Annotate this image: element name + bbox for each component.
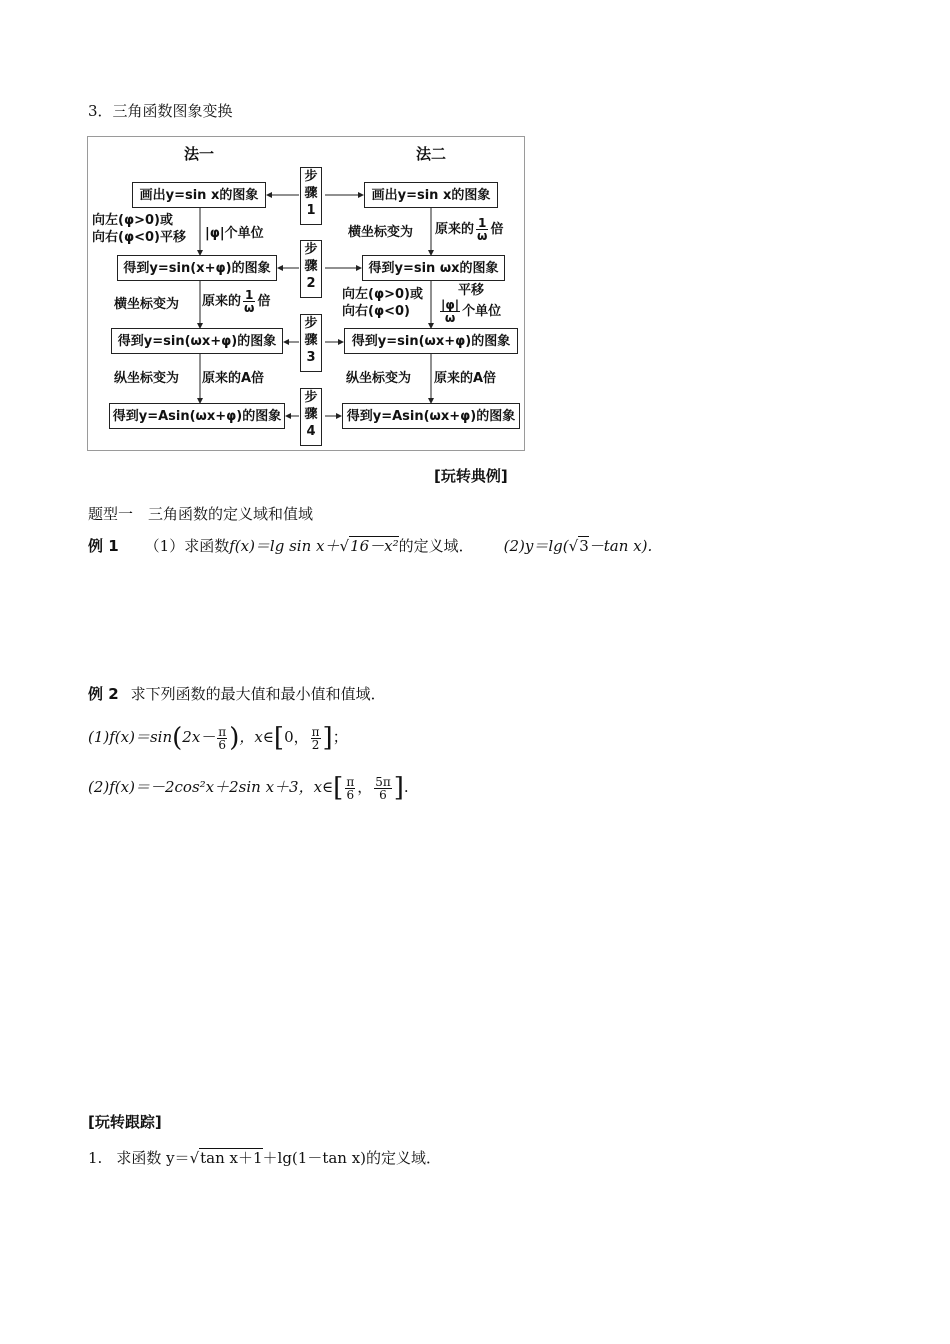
left-box-1: 画出y=sin x的图象 bbox=[132, 182, 266, 208]
method1-heading: 法一 bbox=[184, 145, 215, 163]
pi-over-6: $\frac{\pi}{6}$ bbox=[218, 724, 227, 752]
example1-part1-post: 的定义域． bbox=[398, 537, 474, 555]
left-shift-b: 向右(φ<0)平移 bbox=[92, 230, 186, 245]
left-scale-x-c: 倍 bbox=[257, 294, 271, 309]
right-shift-b: 向右(φ<0) bbox=[342, 304, 410, 319]
right-shift-c: 平移 bbox=[458, 283, 485, 298]
right-scale-y-a: 纵坐标变为 bbox=[346, 371, 412, 386]
left-scale-y-b: 原来的A倍 bbox=[202, 371, 265, 386]
tracking-heading: [玩转跟踪] bbox=[88, 1113, 162, 1131]
q2-pi-over-6: $\frac{\pi}{6}$ bbox=[346, 774, 355, 802]
phi-over-omega: $\frac{|\varphi|}{\omega}$ bbox=[441, 298, 460, 325]
step-3: 步 骤 3 bbox=[300, 314, 322, 372]
example2-line bbox=[88, 684, 386, 704]
example2-q1-pre: (1)f(x)＝sin bbox=[88, 728, 173, 746]
q2-5pi-over-6: $\frac{5\pi}{6}$ bbox=[375, 774, 391, 802]
right-shift-amount-text: 个单位 bbox=[462, 304, 502, 319]
right-fraction: $\frac{1}{\omega}$ bbox=[477, 216, 488, 243]
example2-q1-end: ； bbox=[332, 728, 348, 746]
example2-q2: (2)f(x)＝－2cos²x＋2sin x＋3，x∈[ $\frac{\pi}{6}$ ， $\frac{5\pi}{6}$ ]. bbox=[88, 773, 409, 803]
right-box-4: 得到y=Asin(ωx+φ)的图象 bbox=[342, 403, 520, 429]
left-fraction: $\frac{1}{\omega}$ bbox=[244, 288, 255, 315]
right-shift-a: 向左(φ>0)或 bbox=[342, 287, 423, 302]
method2-heading: 法二 bbox=[416, 145, 447, 163]
right-scale-y-b: 原来的A倍 bbox=[434, 371, 497, 386]
tracking-1-number: 1. bbox=[88, 1149, 103, 1167]
example1-part2-pre: (2)y＝lg( bbox=[503, 537, 569, 555]
tracking-1-post: ＋lg(1－tan x)的定义域． bbox=[262, 1149, 442, 1167]
left-shift-a: 向左(φ>0)或 bbox=[92, 213, 173, 228]
tracking-1-pre: 求函数 y＝ bbox=[116, 1149, 190, 1167]
left-box-2: 得到y=sin(x+φ)的图象 bbox=[117, 255, 277, 281]
type1-title: 题型一 三角函数的定义域和值域 bbox=[88, 505, 314, 523]
example2-label: 例 2 bbox=[88, 685, 119, 703]
example1-part1-pre: （1）求函数 bbox=[144, 537, 230, 555]
left-scale-x-b: 原来的 bbox=[202, 294, 242, 309]
examples-heading: [玩转典例] bbox=[434, 467, 508, 485]
right-scale-x-c: 倍 bbox=[490, 222, 504, 237]
right-box-2: 得到y=sin ωx的图象 bbox=[362, 255, 505, 281]
interval-start: 0 bbox=[284, 728, 294, 746]
example1-label: 例 1 bbox=[88, 537, 119, 555]
pi-over-2: $\frac{\pi}{2}$ bbox=[311, 724, 320, 752]
example2-q2-end: . bbox=[403, 778, 409, 796]
transformation-diagram bbox=[87, 136, 525, 451]
example2-q1-inner: 2x－ bbox=[182, 728, 216, 746]
example1-function: f(x)＝lg sin x＋ bbox=[229, 537, 340, 555]
right-box-3: 得到y=sin(ωx+φ)的图象 bbox=[344, 328, 518, 354]
tracking-1-sqrt: tan x＋1 bbox=[200, 1149, 263, 1167]
example2-text: 求下列函数的最大值和最小值和值域． bbox=[130, 685, 386, 703]
step-4: 步 骤 4 bbox=[300, 388, 322, 446]
left-scale-x-a: 横坐标变为 bbox=[114, 297, 180, 312]
step-1: 步 骤 1 bbox=[300, 167, 322, 225]
example2-q1-mid: ，x∈ bbox=[239, 728, 274, 746]
example2-q1: (1)f(x)＝sin(2x－ $\frac{\pi}{6}$ )，x∈[0， $\frac{\pi}{2}$ ]； bbox=[88, 723, 348, 753]
left-shift-amount: |φ|个单位 bbox=[205, 226, 264, 241]
right-scale-x-b: 原来的 bbox=[435, 222, 475, 237]
left-scale-y-a: 纵坐标变为 bbox=[114, 371, 180, 386]
left-scale-x bbox=[202, 289, 270, 314]
example1-part2-sqrt: 3 bbox=[579, 537, 589, 555]
tracking-1: 1. 求函数 y＝√tan x＋1＋lg(1－tan x)的定义域． bbox=[88, 1149, 442, 1167]
right-scale-x bbox=[435, 217, 503, 242]
left-box-3: 得到y=sin(ωx+φ)的图象 bbox=[111, 328, 283, 354]
right-scale-x-a: 横坐标变为 bbox=[348, 225, 414, 240]
example1-line: 例 1 （1）求函数f(x)＝lg sin x＋√16－x²的定义域． (2)y＝lg(√3－tan x). bbox=[88, 537, 653, 555]
example1-part2-post: －tan x). bbox=[588, 537, 653, 555]
section-title: 3．三角函数图象变换 bbox=[88, 102, 233, 120]
left-box-4: 得到y=Asin(ωx+φ)的图象 bbox=[109, 403, 285, 429]
right-box-1: 画出y=sin x的图象 bbox=[364, 182, 498, 208]
right-shift-amount bbox=[438, 299, 501, 324]
example1-sqrt: 16－x² bbox=[350, 537, 399, 555]
step-2: 步 骤 2 bbox=[300, 240, 322, 298]
example2-q2-pre: (2)f(x)＝－2cos²x＋2sin x＋3，x∈ bbox=[88, 778, 334, 796]
